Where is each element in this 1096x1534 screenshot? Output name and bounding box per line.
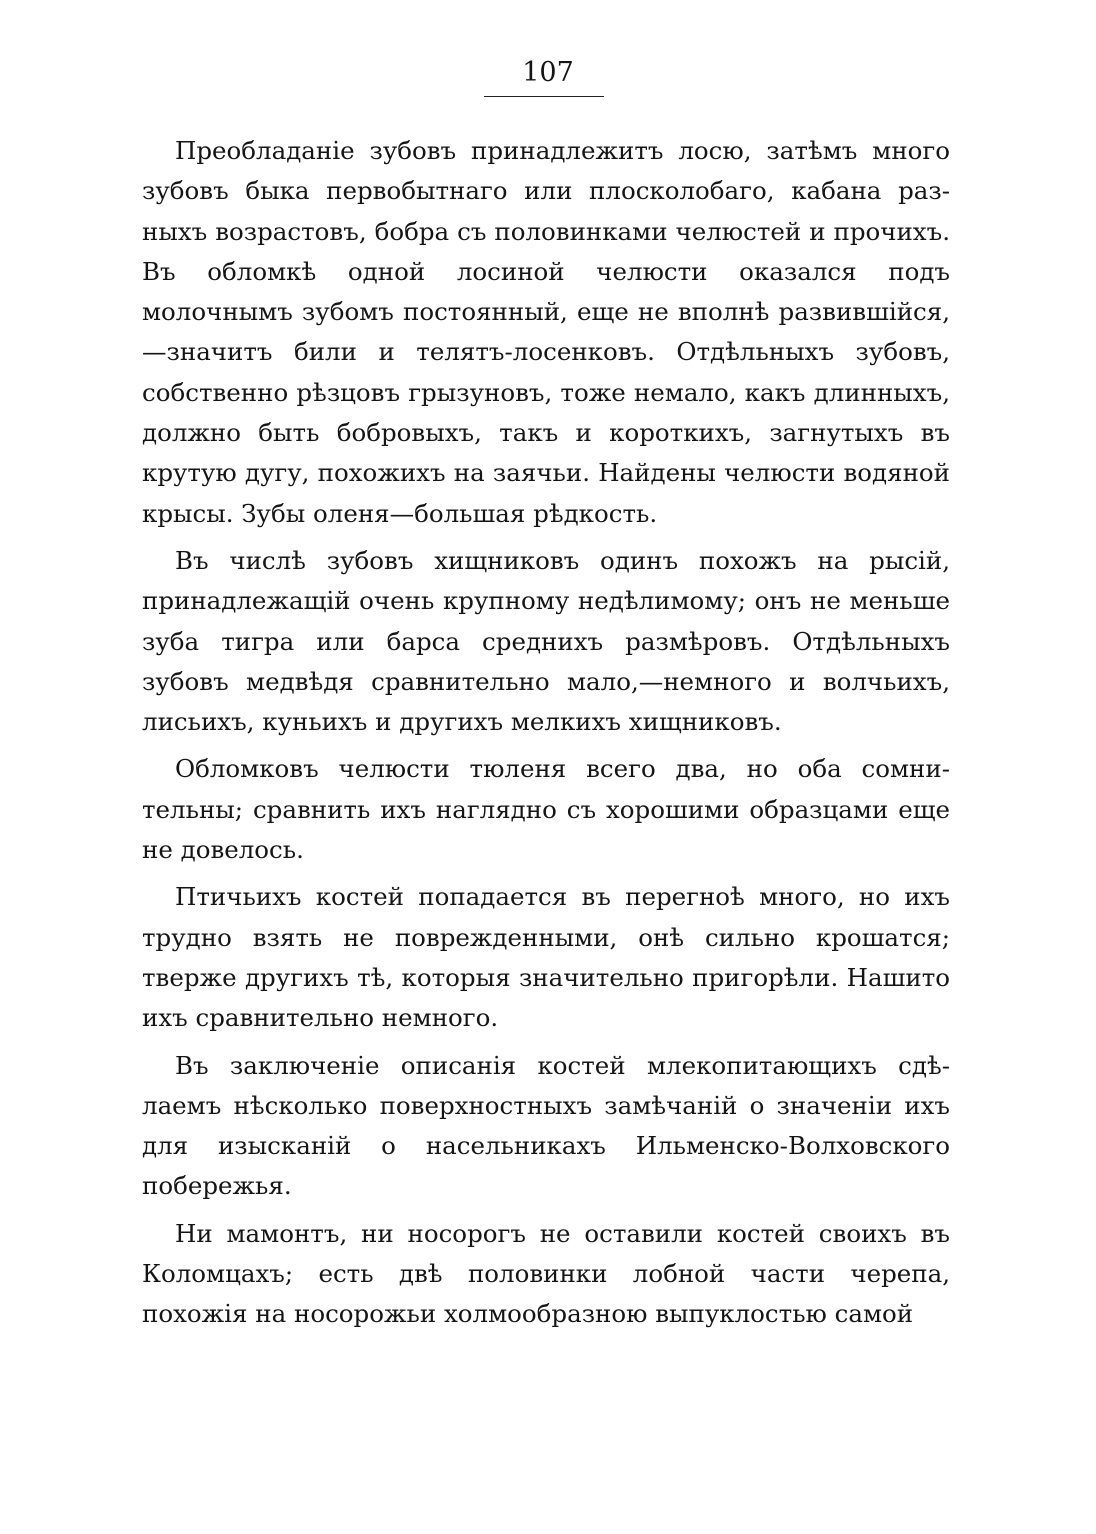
paragraph-teeth-overview: Преобладанiе зубовъ принадлежитъ лосю, затѣмъ много зубовъ быка первобытнаго или плосколобаго, кабана разныхъ возрастовъ, бобра съ половинками челюстей и прочихъ. Въ обломкѣ одной лосиной челюсти оказался подъ молочнымъ зубомъ постоянный, еще не вполнѣ развившiйся,—значитъ били и телятъ-лосенковъ. Отдѣльныхъ зубовъ, собственно рѣзцовъ грызуновъ, тоже немало, какъ длинныхъ, должно быть бобровыхъ, такъ и короткихъ, загнутыхъ въ крутую дугу, похожихъ на заячьи. Найдены челюсти водяной крысы. Зубы оленя—большая рѣдкость. (142, 136, 950, 528)
paragraph-predators: Въ числѣ зубовъ хищниковъ одинъ похожъ на рысiй, принадлежащiй очень крупному недѣлимому; онъ не меньше зуба тигра или барса среднихъ размѣровъ. Отдѣльныхъ зубовъ медвѣдя сравнительно мало,—немного и волчьихъ, лисьихъ, куньихъ и другихъ мелкихъ хищниковъ. (142, 545, 950, 737)
body-text (142, 131, 950, 1335)
paragraph-seal: Обломковъ челюсти тюленя всего два, но оба сомнительны; сравнить ихъ наглядно съ хорошими образцами еще не довелось. (142, 754, 950, 865)
paragraph-mammoth: Ни мамонтъ, ни носорогъ не оставили костей своихъ въ Коломцахъ; есть двѣ половинки лобной части черепа, похожiя на носорожьи холмообразною выпуклостью самой (142, 1218, 950, 1329)
header-rule (484, 96, 604, 97)
paragraph-conclusion: Въ заключенiе описанiя костей млекопитающихъ сдѣлаемъ нѣсколько поверхностныхъ замѣчанiй о значенiи ихъ для изысканiй о насельникахъ Ильменско-Волховского побережья. (142, 1050, 950, 1201)
paragraph-bird-bones: Птичьихъ костей попадается въ перегноѣ много, но ихъ трудно взять не поврежденными, онѣ сильно крошатся; тверже другихъ тѣ, которыя значительно пригорѣли. Нашито ихъ сравнительно немного. (142, 882, 950, 1033)
page-number: 107 (522, 57, 574, 88)
